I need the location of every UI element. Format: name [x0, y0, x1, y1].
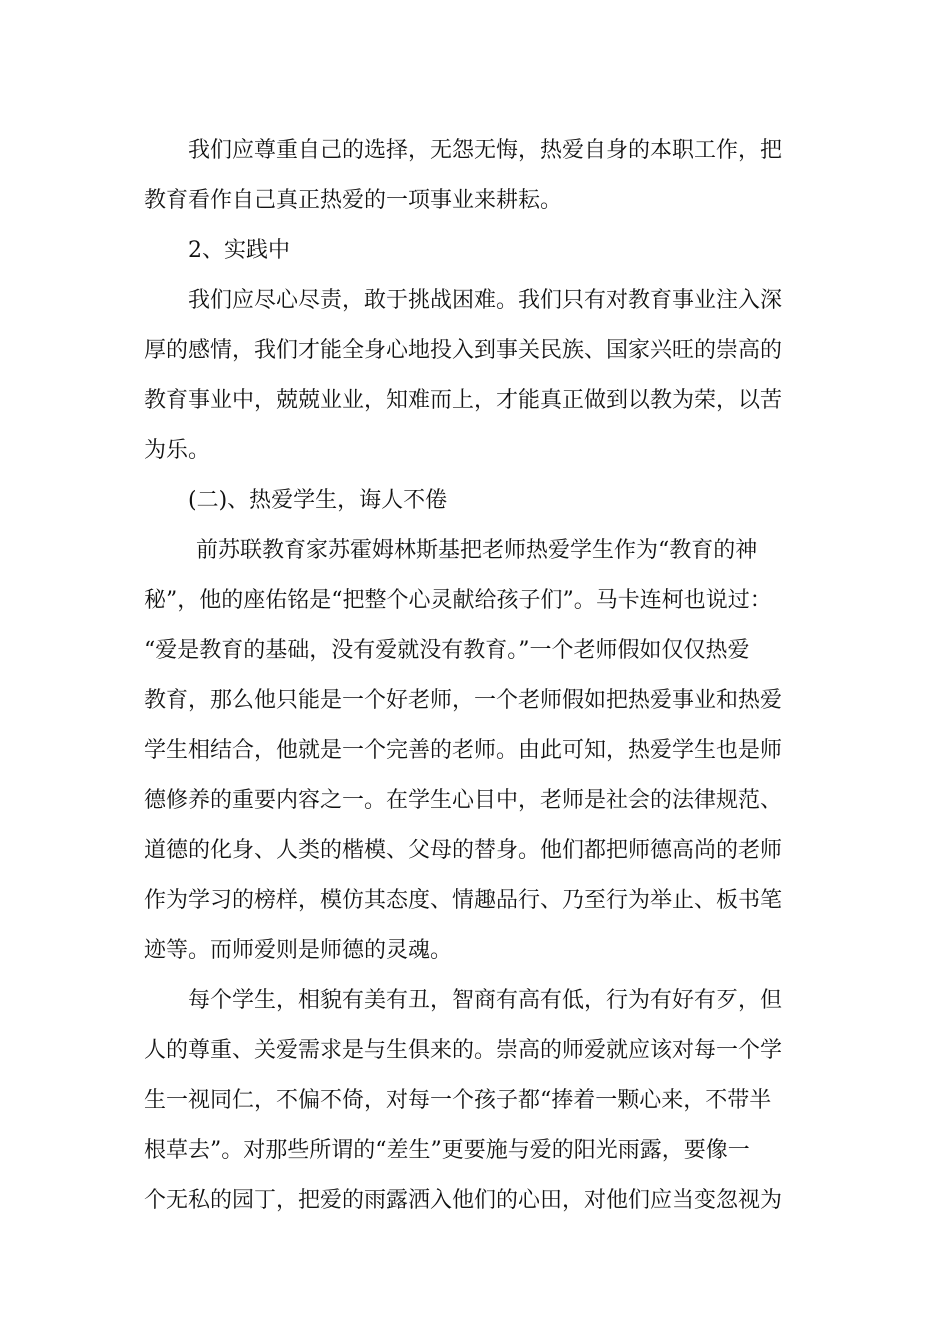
text-line: 生一视同仁，不偏不倚，对每一个孩子都“捧着一颗心来，不带半: [144, 1088, 772, 1113]
text-line: 教育看作自己真正热爱的一项事业来耕耘。: [144, 188, 563, 213]
text-line: 2、实践中: [188, 238, 290, 263]
text-line: 我们应尊重自己的选择，无怨无悔，热爱自身的本职工作，把: [188, 138, 783, 163]
text-line: 德修养的重要内容之一。在学生心目中，老师是社会的法律规范、: [144, 788, 783, 813]
paragraph-diligence: [144, 276, 806, 476]
text-line: 个无私的园丁，把爱的雨露洒入他们的心田，对他们应当变忽视为: [144, 1188, 783, 1213]
text-line: 教育事业中，兢兢业业，知难而上，才能真正做到以教为荣，以苦: [144, 388, 783, 413]
heading-practice: [144, 226, 806, 276]
text-line: 道德的化身、人类的楷模、父母的替身。他们都把师德高尚的老师: [144, 838, 783, 863]
text-line: 为乐。: [144, 438, 211, 463]
text-line: 学生相结合，他就是一个完善的老师。由此可知，热爱学生也是师: [144, 738, 783, 763]
paragraph-every-student: [144, 976, 806, 1226]
text-line: 厚的感情，我们才能全身心地投入到事关民族、国家兴旺的崇高的: [144, 338, 783, 363]
document-body: [144, 126, 806, 1226]
text-line: 我们应尽心尽责，敢于挑战困难。我们只有对教育事业注入深: [188, 288, 783, 313]
text-line: 教育，那么他只能是一个好老师，一个老师假如把热爱事业和热爱: [144, 688, 783, 713]
text-line: 前苏联教育家苏霍姆林斯基把老师热爱学生作为“教育的神: [196, 538, 758, 563]
heading-love-students: [144, 476, 806, 526]
text-line: 每个学生，相貌有美有丑，智商有高有低，行为有好有歹，但: [188, 988, 783, 1013]
text-line: 作为学习的榜样，模仿其态度、情趣品行、乃至行为举止、板书笔: [144, 888, 783, 913]
text-line: 人的尊重、关爱需求是与生俱来的。崇高的师爱就应该对每一个学: [144, 1038, 783, 1063]
text-line: 秘”，他的座佑铭是“把整个心灵献给孩子们”。马卡连柯也说过：: [144, 588, 772, 613]
paragraph-respect-choice: [144, 126, 806, 226]
text-line: 迹等。而师爱则是师德的灵魂。: [144, 938, 453, 963]
text-line: (二)、热爱学生，诲人不倦: [188, 488, 448, 513]
text-line: 根草去”。对那些所谓的“差生”更要施与爱的阳光雨露，要像一: [144, 1138, 750, 1163]
paragraph-sukhomlinsky: [144, 526, 806, 976]
text-line: “爱是教育的基础，没有爱就没有教育。”一个老师假如仅仅热爱: [144, 638, 750, 663]
